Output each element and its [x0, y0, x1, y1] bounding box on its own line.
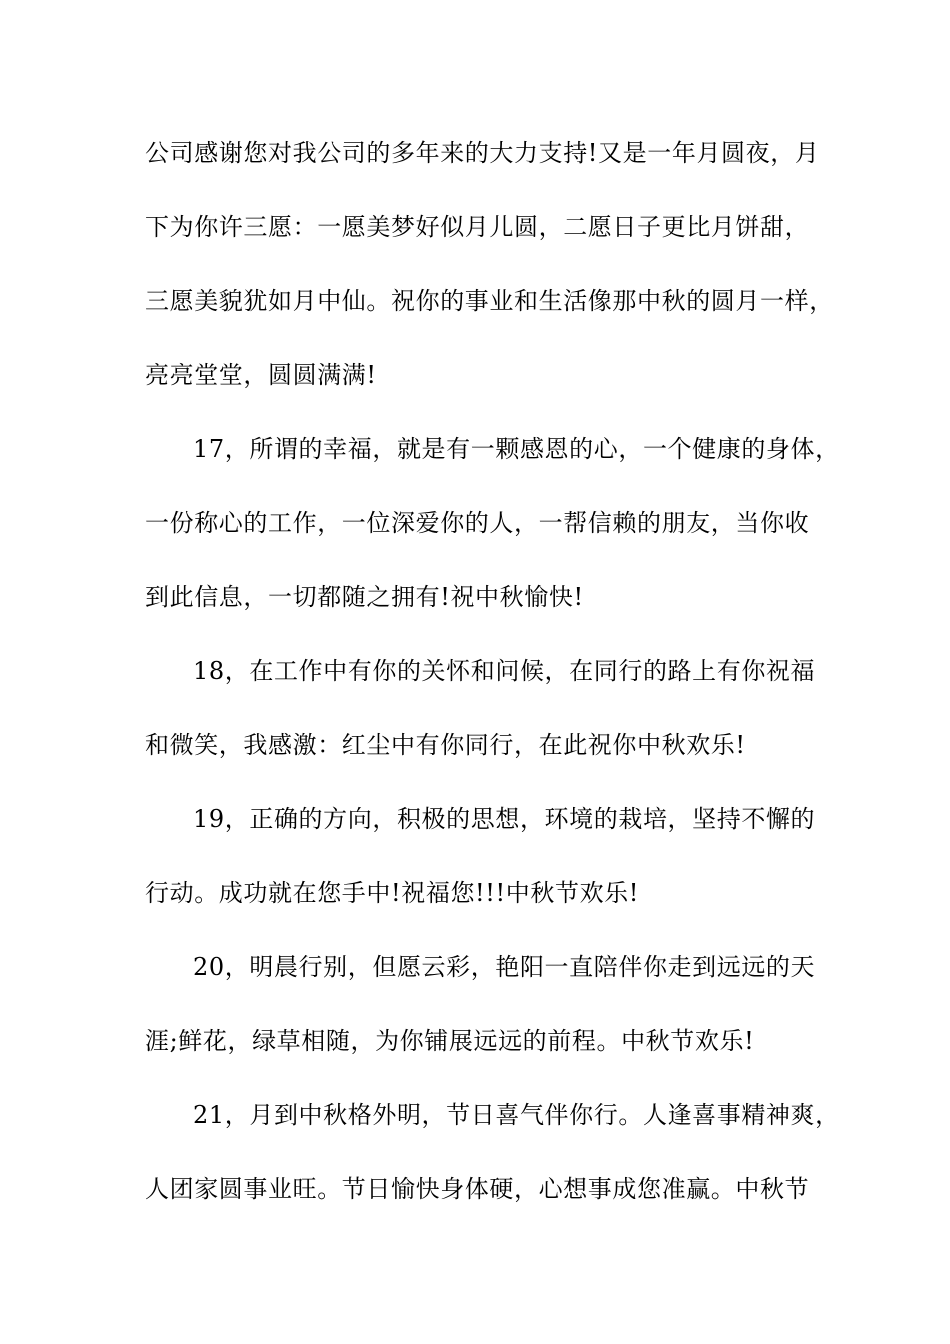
paragraph-21-start: 21，月到中秋格外明，节日喜气伴你行。人逢喜事精神爽， [193, 1101, 840, 1129]
text-line: 行动。成功就在您手中!祝福您!!!中秋节欢乐! [145, 879, 640, 907]
text-line: 一份称心的工作，一位深爱你的人，一帮信赖的朋友，当你收 [145, 509, 810, 537]
text-line: 三愿美貌犹如月中仙。祝你的事业和生活像那中秋的圆月一样， [145, 287, 834, 315]
text-line: 下为你许三愿：一愿美梦好似月儿圆，二愿日子更比月饼甜， [145, 213, 810, 241]
text-line: 涯;鲜花，绿草相随，为你铺展远远的前程。中秋节欢乐! [145, 1027, 755, 1055]
paragraph-19-start: 19，正确的方向，积极的思想，环境的栽培，坚持不懈的 [193, 805, 816, 833]
paragraph-20-start: 20，明晨行别，但愿云彩，艳阳一直陪伴你走到远远的天 [193, 953, 816, 981]
text-line: 公司感谢您对我公司的多年来的大力支持!又是一年月圆夜，月 [145, 139, 820, 167]
paragraph-17-start: 17，所谓的幸福，就是有一颗感恩的心，一个健康的身体， [193, 435, 840, 463]
text-line: 到此信息，一切都随之拥有!祝中秋愉快! [145, 583, 584, 611]
text-line: 人团家圆事业旺。节日愉快身体硬，心想事成您准赢。中秋节 [145, 1175, 810, 1203]
text-line: 和微笑，我感激：红尘中有你同行，在此祝你中秋欢乐! [145, 731, 746, 759]
text-line: 亮亮堂堂，圆圆满满! [145, 361, 377, 389]
paragraph-18-start: 18，在工作中有你的关怀和问候，在同行的路上有你祝福 [193, 657, 816, 685]
